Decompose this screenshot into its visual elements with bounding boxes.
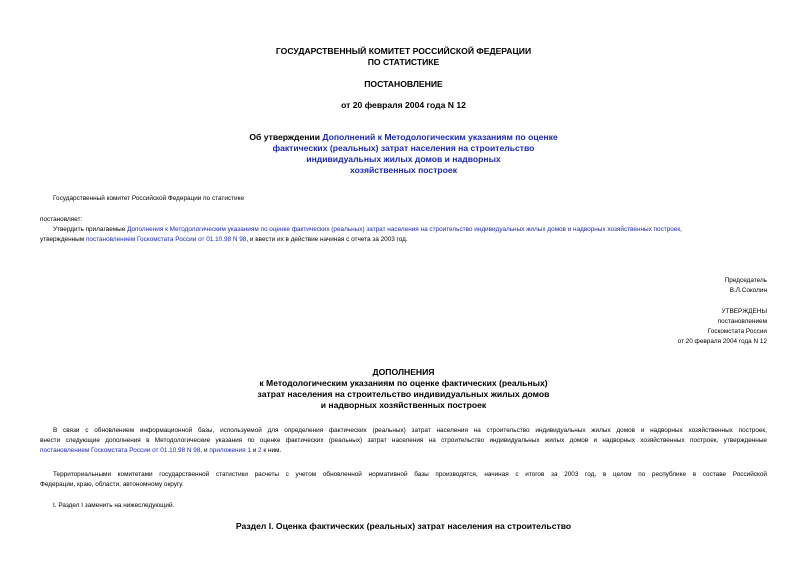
subject-line1: [0, 132, 807, 143]
subject-link-line4[interactable]: хозяйственных построек: [350, 165, 457, 175]
document-type: ПОСТАНОВЛЕНИЕ: [364, 79, 443, 89]
resolution-paragraph-line1: [53, 225, 767, 235]
annex-text-2: и: [250, 447, 259, 454]
resolution-text-3: утвержденным: [40, 236, 86, 243]
org-name-line2: ПО СТАТИСТИКЕ: [367, 57, 440, 67]
annex-subtitle-line1: к Методологическим указаниям по оценке фактических (реальных): [259, 378, 548, 388]
approval-line4: от 20 февраля 2004 года N 12: [677, 338, 767, 345]
annex-paragraph3: I. Раздел I заменить на нижеследующий.: [53, 502, 175, 509]
section-title: Раздел I. Оценка фактических (реальных) затрат населения на строительство: [235, 521, 572, 531]
subject-prefix: Об утверждении: [249, 132, 323, 142]
annex-paragraph1-line2: внести следующие дополнения в Методологические указания по оценке фактических (реальных) затрат населения на строительство индивидуальных жилых домов и надворных хозяйственных построек, утвержденные: [40, 437, 767, 444]
resolves-text: постановляет:: [40, 216, 83, 223]
appendix-1-link[interactable]: приложения 1: [209, 447, 251, 454]
resolution-text-4: , и ввести их в действие начиная с отчета за 2003 год.: [246, 236, 408, 243]
annex-paragraph1-line3: [40, 446, 281, 456]
annex-text-3: к ним.: [261, 447, 282, 454]
annex-link[interactable]: Дополнения к Методологическим указаниям по оценке фактических (реальных) затрат населения на строительство индивидуальных жилых домов и надворных хозяйственных построек: [127, 226, 681, 233]
resolution-paragraph-line2: [40, 235, 408, 245]
annex-paragraph2-line2: Федерации, краю, области, автономному округу.: [40, 481, 184, 488]
intro-text: Государственный комитет Российской Федерации по статистике: [53, 195, 245, 202]
annex-resolution-98-link[interactable]: постановлением Госкомстата России от 01.10.98 N 98: [40, 447, 201, 454]
annex-text-1: , и: [200, 447, 210, 454]
annex-paragraph1-line1: В связи с обновлением информационной базы, используемой для определения фактических (реальных) затрат населения на строительство индивидуальных жилых домов и надворных хозяйственных построек,: [53, 427, 767, 434]
approval-line2: постановлением: [717, 318, 767, 325]
subject-link-line3[interactable]: индивидуальных жилых домов и надворных: [306, 154, 501, 164]
subject-link-line2[interactable]: фактических (реальных) затрат населения на строительство: [272, 143, 535, 153]
resolution-98-link[interactable]: постановлением Госкомстата России от 01.10.98 N 98: [85, 236, 247, 243]
annex-title: ДОПОЛНЕНИЯ: [372, 367, 435, 377]
annex-paragraph2-line1: Территориальными комитетами государственной статистики расчеты с учетом обновленной нормативной базы производятся, начиная с итогов за 2003 год, в целом по республике в составе Российской: [53, 471, 767, 478]
annex-subtitle-line2: затрат населения на строительство индивидуальных жилых домов: [257, 389, 550, 399]
appendix-2-link[interactable]: 2: [258, 447, 262, 454]
annex-subtitle-line3: и надворных хозяйственных построек: [320, 400, 487, 410]
signature-name: В.Л.Соколин: [729, 287, 767, 294]
resolution-text-1: Утвердить прилагаемые: [53, 226, 128, 233]
org-name-line1: ГОСУДАРСТВЕННЫЙ КОМИТЕТ РОССИЙСКОЙ ФЕДЕРАЦИИ: [275, 46, 532, 56]
subject-link-line1[interactable]: Дополнений к Методологическим указаниям по оценке: [322, 132, 558, 142]
approval-line1: УТВЕРЖДЕНЫ: [721, 308, 767, 315]
signature-title: Председатель: [724, 277, 767, 284]
document-date: от 20 февраля 2004 года N 12: [341, 100, 466, 110]
approval-line3: Госкомстата России: [707, 328, 767, 335]
resolution-text-2: ,: [680, 226, 682, 233]
